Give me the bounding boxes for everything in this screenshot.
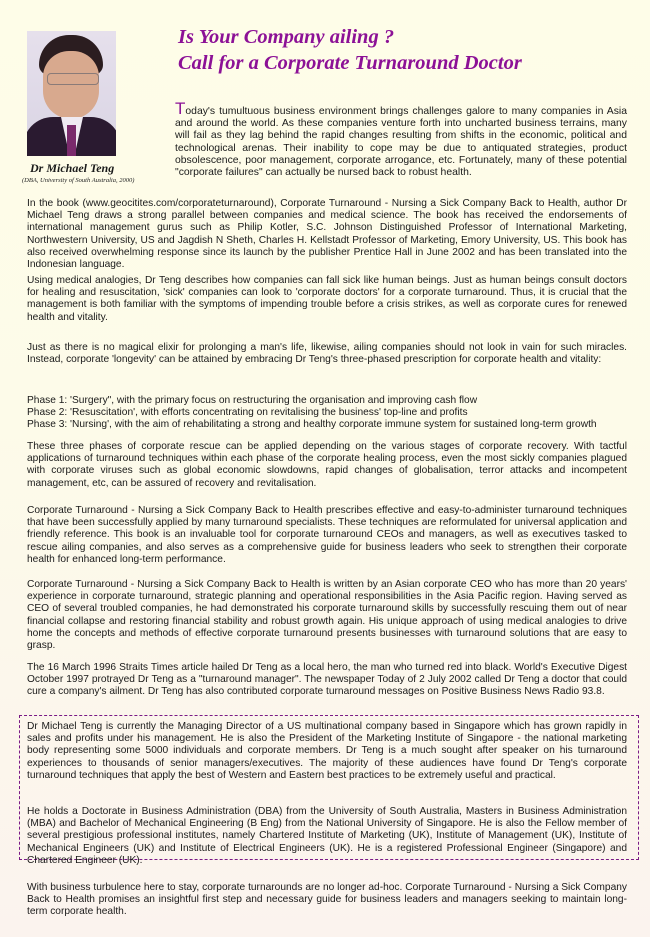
- bio-paragraph-2: He holds a Doctorate in Business Administration (DBA) from the University of South Australia, Masters in Business Administration (MBA) and Bachelor of Mechanical Engineering (B Eng) from the National University of Singapore. He is also the Fellow member of several prestigious professional institutes, namely Chartered Institute of Marketing (UK), Institute of Management (UK), Institute of Mechanical Engineers (UK) and Institute of Electrical Engineers (UK). He is a registered Professional Engineer (Singapore) and Chartered Engineer (UK).: [27, 806, 627, 866]
- photo-tie: [67, 125, 76, 156]
- paragraph-prescribes: Corporate Turnaround - Nursing a Sick Company Back to Health prescribes effective and easy-to-administer turnaround techniques that have been successfully applied by many turnaround specialists. These techniques are reformulated for universal application and friendly reference. This book is an invaluable tool for corporate turnaround CEOs and managers, as well as executives tasked to rescue ailing companies, and also serves as a comprehensive guide for business leaders who seek to strengthen their corporate health for enhanced long-term performance.: [27, 505, 627, 565]
- title-line-1: Is Your Company ailing ?: [178, 26, 395, 48]
- phase-item: Phase 2: 'Resuscitation', with efforts concentrating on revitalising the business' top-line and profits: [27, 407, 468, 419]
- phase-item: Phase 1: 'Surgery", with the primary focus on restructuring the organisation and improving cash flow: [27, 395, 478, 406]
- paragraph-elixir: Just as there is no magical elixir for prolonging a man's life, likewise, ailing companies should not look in vain for such miracles. Instead, corporate 'longevity' can be attained by embracing Dr Teng's three-phased prescription for corporate health and vitality:: [27, 342, 627, 366]
- title-line-2: Call for a Corporate Turnaround Doctor: [178, 52, 522, 74]
- paragraph-author-ceo: Corporate Turnaround - Nursing a Sick Company Back to Health is written by an Asian corporate CEO who has more than 20 years' experience in corporate turnaround, strategic planning and operational responsibilities in the Asia Pacific region. Having served as CEO of several troubled companies, he had demonstrated his corporate turnaround skills by successfully rescuing them out of near financial collapse and restoring financial stability and robust growth again. His unique approach of using medical analogies to drive home the concepts and methods of effective corporate turnaround presents businesses with turnaround solutions that are easy to grasp.: [27, 579, 627, 652]
- phase-item: Phase 3: 'Nursing', with the aim of rehabilitating a strong and healthy corporate immune system for sustained long-term growth: [27, 419, 597, 431]
- drop-cap: T: [175, 99, 186, 118]
- author-credentials: (DBA, University of South Australia, 2000): [22, 177, 135, 184]
- paragraph-three-phases: These three phases of corporate rescue can be applied depending on the various stages of corporate recovery. With tactful applications of turnaround techniques within each phase of the corporate healing process, even the most sickly companies plagued with corporate viruses such as global economic slowdowns, rapid changes of globalisation, terror attacks and incompetent management, etc, can be assured of recovery and revitalisation.: [27, 441, 627, 489]
- closing-paragraph: With business turbulence here to stay, corporate turnarounds are no longer ad-hoc. Corporate Turnaround - Nursing a Sick Company Back to Health promises an insightful first step and necessary guide for business leaders and managers seeking to maintain long-term corporate health.: [27, 882, 627, 918]
- photo-glasses: [47, 73, 99, 85]
- page-title: [178, 24, 522, 76]
- author-name: Dr Michael Teng: [30, 161, 115, 175]
- phase-list: [27, 395, 627, 432]
- paragraph-analogies: Using medical analogies, Dr Teng describes how companies can fall sick like human beings. Just as human beings consult doctors for healing and resuscitation, 'sick' companies can look to 'corporate doctors' for a corporate turnaround. Thus, it is crucial that the management is both familiar with the symptoms of impending trouble before a crisis strikes, as well as corporate cures for renewed health and vitality.: [27, 275, 627, 323]
- bio-paragraph-1: Dr Michael Teng is currently the Managing Director of a US multinational company based in Singapore which has grown rapidly in sales and profits under his management. He is also the President of the Marketing Institute of Singapore - the national marketing body representing some 5000 individuals and corporate members. Dr Teng is a much sought after speaker on his turnaround experiences to thousands of senior managers/executives. The majority of these audiences have found Dr Teng's corporate turnaround techniques that apply the best of Western and Eastern best practices to be extremely useful and practical.: [27, 721, 627, 781]
- author-photo: [27, 31, 116, 156]
- lead-text: oday's tumultuous business environment brings challenges galore to many companies in Asia and around the world. As these companies venture forth into uncharted business terrains, many will fail as they lag behind the rapid changes resulting from shifts in the economic, political and technological arenas. Their inability to cope may be due to antiquated strategies, product obsolescence, poor management, corporate arrogance, etc. Fortunately, many of these potential "corporate failures" can actually be nursed back to robust health.: [175, 106, 627, 179]
- photo-face: [43, 51, 99, 119]
- paragraph-book: In the book (www.geocitites.com/corporateturnaround), Corporate Turnaround - Nursing a Sick Company Back to Health, author Dr Michael Teng draws a strong parallel between companies and medical science. The book has received the endorsements of international management gurus such as Philip Kotler, S.C. Johnson Distinguished Professor of International Marketing, Northwestern University, US and Jagdish N Sheth, Charles H. Kellstadt Professor of Marketing, Emory University, US. This book has also received overwhelming response since its launch by the publisher Prentice Hall in June 2002 and has been translated into the Indonesian language.: [27, 198, 627, 271]
- lead-paragraph: [175, 99, 627, 179]
- paragraph-press: The 16 March 1996 Straits Times article hailed Dr Teng as a local hero, the man who turned red into black. World's Executive Digest October 1997 protrayed Dr Teng as a "turnaround manager". The newspaper Today of 2 July 2002 called Dr Teng a doctor that could cure a company's ailment. Dr Teng has also contributed corporate turnaround messages on Positive Business News Radio 93.8.: [27, 662, 627, 698]
